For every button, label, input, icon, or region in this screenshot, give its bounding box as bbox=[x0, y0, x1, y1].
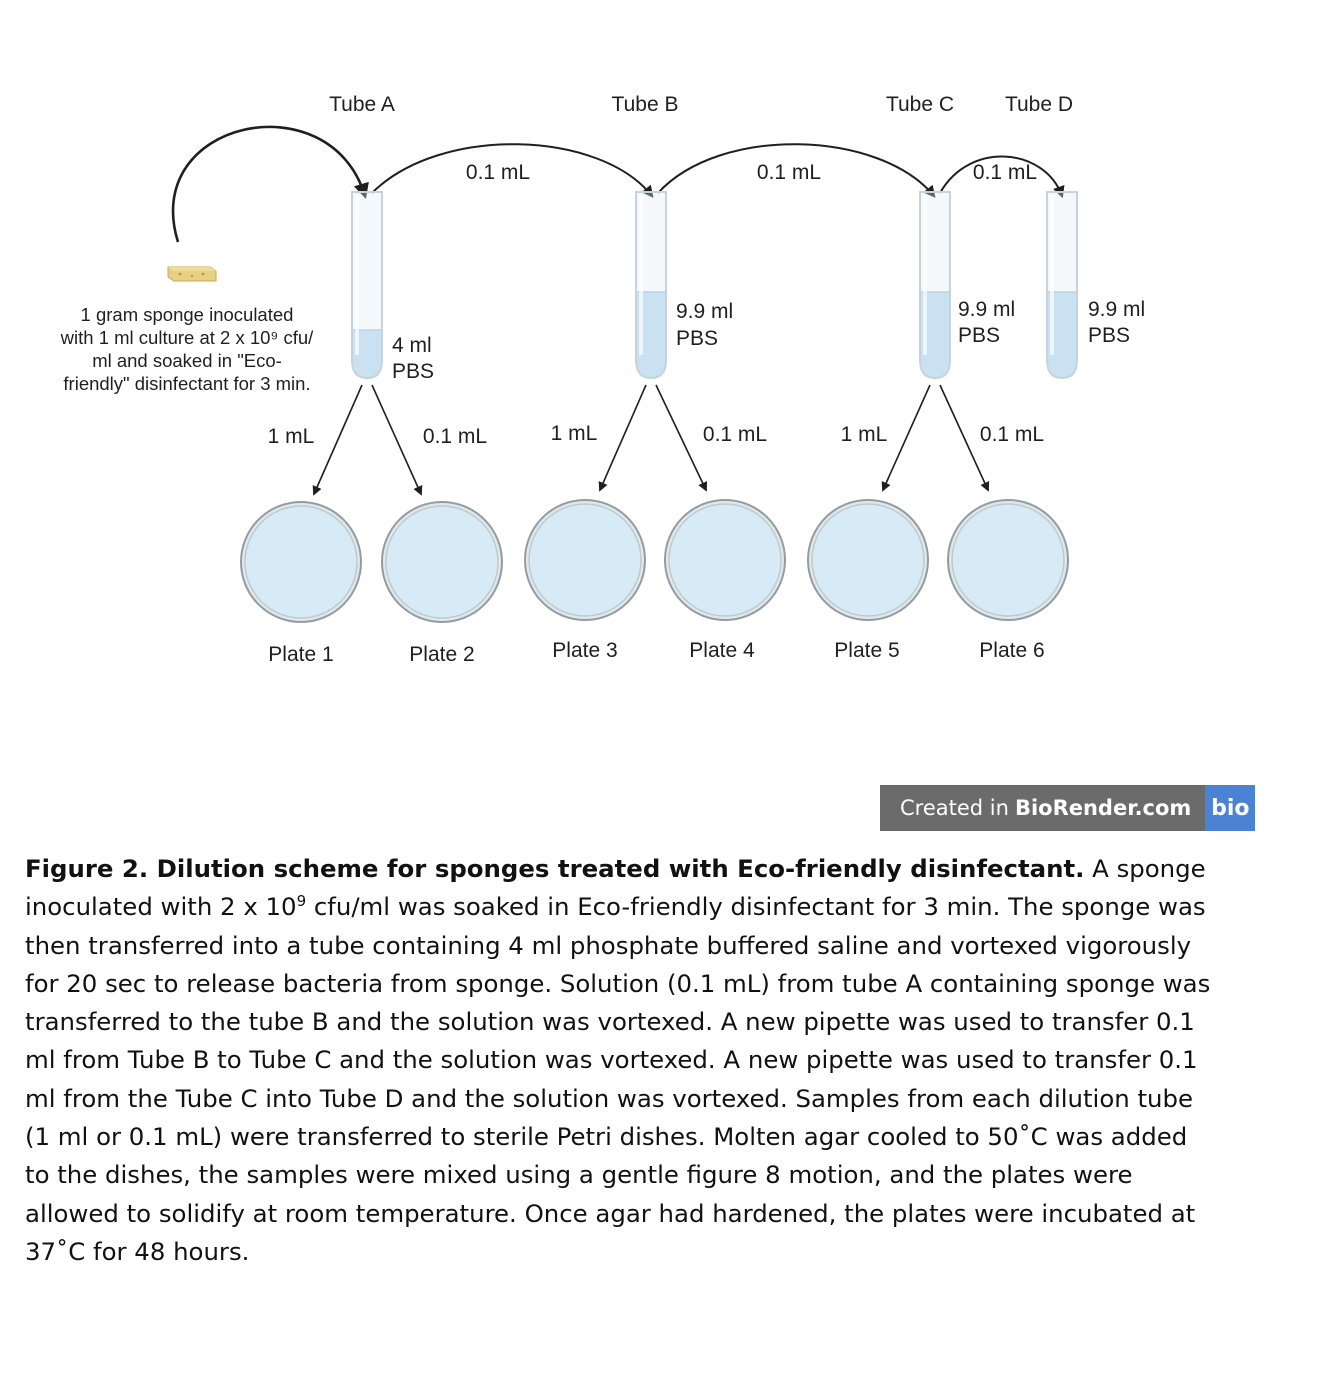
plate-6-label: Plate 6 bbox=[979, 639, 1045, 662]
petri-dish-5 bbox=[808, 500, 928, 620]
plate-2-label: Plate 2 bbox=[409, 643, 475, 666]
sponge-label-line-2: with 1 ml culture at 2 x 10⁹ cfu/ bbox=[60, 327, 314, 348]
caption-exponent: 9 bbox=[296, 892, 307, 911]
badge-text bbox=[880, 785, 1205, 831]
caption-text-part-1: A sponge inoculated with 2 x 10 bbox=[25, 854, 1206, 922]
tube-c bbox=[920, 192, 950, 378]
petri-dish-2 bbox=[382, 502, 502, 622]
tube-b-solution: PBS bbox=[676, 327, 719, 350]
tube-d-solution: PBS bbox=[1088, 324, 1131, 347]
tube-c-label: Tube C bbox=[885, 93, 955, 116]
tube-c-solution: PBS bbox=[958, 324, 1001, 347]
tube-a-label: Tube A bbox=[329, 93, 395, 116]
plating-arrow-1 bbox=[314, 385, 362, 494]
plate-3-label: Plate 3 bbox=[552, 639, 618, 662]
plate-3-volume: 1 mL bbox=[550, 422, 598, 445]
tube-b-volume: 9.9 ml bbox=[676, 300, 734, 323]
tube-d bbox=[1047, 192, 1077, 378]
tube-c-volume: 9.9 ml bbox=[958, 298, 1016, 321]
tube-d-volume: 9.9 ml bbox=[1088, 298, 1146, 321]
tube-a-solution: PBS bbox=[392, 360, 435, 383]
caption-title: Figure 2. Dilution scheme for sponges treated with Eco-friendly disinfectant. bbox=[25, 854, 1085, 883]
plating-arrow-2 bbox=[372, 385, 421, 494]
tube-d-label: Tube D bbox=[1004, 93, 1074, 116]
plate-4-volume: 0.1 mL bbox=[702, 423, 768, 446]
badge-brand: BioRender.com bbox=[1014, 796, 1192, 820]
plating-arrow-3 bbox=[600, 385, 646, 490]
plate-1-label: Plate 1 bbox=[268, 643, 334, 666]
plate-1-volume: 1 mL bbox=[267, 425, 315, 448]
sponge-icon bbox=[168, 267, 216, 281]
biorender-badge[interactable] bbox=[880, 785, 1255, 831]
badge-prefix: Created in bbox=[900, 796, 1009, 820]
tube-b bbox=[636, 192, 666, 378]
caption-text-part-2: cfu/ml was soaked in Eco-friendly disinfectant for 3 min. The sponge was then transferred into a tube containing 4 ml phosphate buffered saline and vortexed vigorously for 20 sec to release bacteria from sponge. Solution (0.1 mL) from tube A containing sponge was transferred to the tube B and the solution was vortexed. A new pipette was used to transfer 0.1 ml from Tube B to Tube C and the solution was vortexed. A new pipette was used to transfer 0.1 ml from the Tube C into Tube D and the solution was vortexed. Samples from each dilution tube (1 ml or 0.1 mL) were transferred to sterile Petri dishes. Molten agar cooled to 50˚C was added to the dishes, the samples were mixed using a gentle figure 8 motion, and the plates were allowed to solidify at room temperature. Once agar had hardened, the plates were incubated at 37˚C for 48 hours. bbox=[25, 892, 1211, 1266]
plate-5-label: Plate 5 bbox=[834, 639, 900, 662]
petri-dish-6 bbox=[948, 500, 1068, 620]
plate-6-volume: 0.1 mL bbox=[979, 423, 1045, 446]
tube-a-volume: 4 ml bbox=[392, 334, 432, 357]
transfer-label-b-c: 0.1 mL bbox=[756, 161, 822, 184]
transfer-label-a-b: 0.1 mL bbox=[465, 161, 531, 184]
figure-caption bbox=[25, 850, 1215, 1271]
sponge-transfer-arrow bbox=[173, 127, 365, 242]
sponge-label-line-4: friendly" disinfectant for 3 min. bbox=[63, 373, 311, 394]
plate-4-label: Plate 4 bbox=[689, 639, 755, 662]
petri-dish-3 bbox=[525, 500, 645, 620]
tube-b-label: Tube B bbox=[611, 93, 679, 116]
petri-dish-4 bbox=[665, 500, 785, 620]
tube-a bbox=[352, 192, 382, 378]
sponge-label-line-1: 1 gram sponge inoculated bbox=[80, 304, 294, 325]
plate-2-volume: 0.1 mL bbox=[422, 425, 488, 448]
plating-arrow-5 bbox=[883, 385, 930, 490]
plating-arrow-4 bbox=[656, 385, 706, 490]
plate-5-volume: 1 mL bbox=[840, 423, 888, 446]
sponge-label-line-3: ml and soaked in "Eco- bbox=[92, 350, 282, 371]
biorender-logo-icon: bio bbox=[1205, 785, 1255, 831]
petri-dish-1 bbox=[241, 502, 361, 622]
transfer-label-c-d: 0.1 mL bbox=[972, 161, 1038, 184]
